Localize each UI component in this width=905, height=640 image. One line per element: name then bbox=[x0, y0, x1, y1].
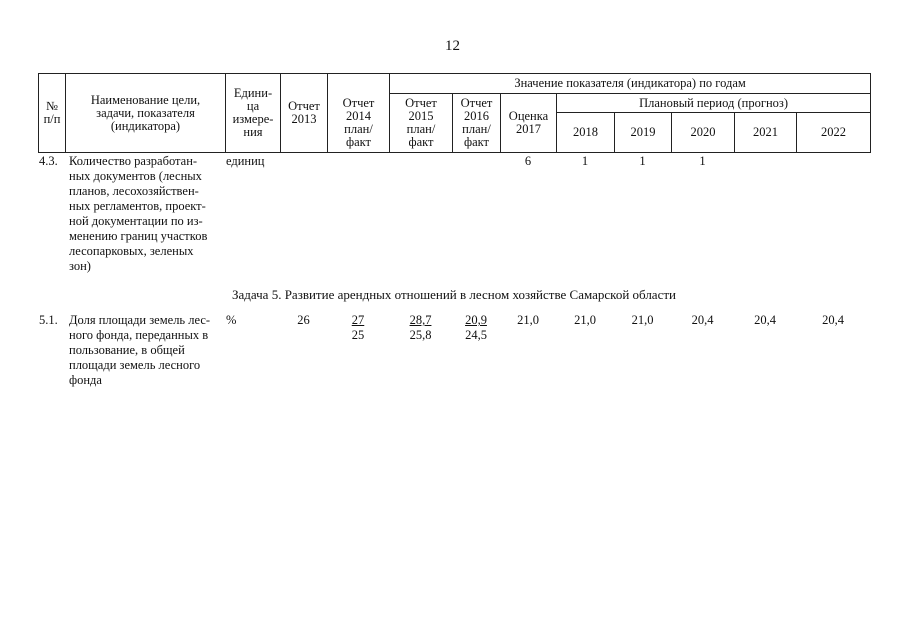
row-5-1-2016 bbox=[452, 313, 500, 388]
header-values-title: Значение показателя (индикатора) по годам bbox=[390, 74, 871, 94]
header-report-2014: Отчет 2014 план/ факт bbox=[328, 94, 390, 153]
header-blank bbox=[328, 74, 390, 94]
row-4-3-name: Количество разработан- ных документов (лесных планов, лесохозяйствен- ных регламентов, проект- ной документации по из- менению границ участков лесопарковых, зеленых зон) bbox=[69, 154, 208, 273]
header-estimate-2017: Оценка 2017 bbox=[501, 94, 557, 153]
row-5-1-2015 bbox=[389, 313, 452, 388]
row-5-1-num: 5.1. bbox=[39, 313, 58, 327]
header-year-2018: 2018 bbox=[557, 113, 615, 153]
row-5-1-2014-plan: 27 bbox=[351, 313, 365, 327]
header-name: Наименование цели, задачи, показателя (индикатора) bbox=[66, 74, 226, 153]
row-5-1-2016-fact: 24,5 bbox=[465, 328, 487, 342]
header-report-2016: Отчет 2016 план/ факт bbox=[453, 94, 501, 153]
row-5-1-2016-plan: 20,9 bbox=[465, 313, 487, 327]
row-4-3-2018: 1 bbox=[581, 154, 589, 168]
row-5-1-2019: 21,0 bbox=[631, 313, 654, 327]
row-5-1-2022: 20,4 bbox=[822, 313, 844, 327]
row-5-1-estimate-2017: 21,0 bbox=[517, 313, 539, 327]
row-5-1-unit: % bbox=[226, 313, 237, 327]
row-4-3-estimate-2017: 6 bbox=[524, 154, 532, 168]
header-year-2021: 2021 bbox=[735, 113, 797, 153]
row-5-1-2013: 26 bbox=[297, 313, 310, 327]
header-unit: Едини- ца измере- ния bbox=[226, 74, 281, 153]
row-5-1-2015-plan: 28,7 bbox=[409, 313, 432, 327]
row-5-1-name: Доля площади земель лес- ного фонда, переданных в пользование, в общей площади земель лесного фонда bbox=[69, 313, 211, 387]
indicators-table-header bbox=[38, 73, 871, 153]
row-4-3-2020: 1 bbox=[699, 154, 706, 168]
table-row bbox=[38, 154, 870, 274]
header-plan-period: Плановый период (прогноз) bbox=[557, 94, 871, 113]
task-5-heading: Задача 5. Развитие арендных отношений в лесном хозяйстве Самарской области bbox=[232, 287, 676, 302]
row-5-1-2018: 21,0 bbox=[574, 313, 596, 327]
header-year-2022: 2022 bbox=[797, 113, 871, 153]
row-5-1-2014-fact: 25 bbox=[351, 328, 365, 342]
header-report-2015: Отчет 2015 план/ факт bbox=[390, 94, 453, 153]
row-5-1-2021: 20,4 bbox=[754, 313, 776, 327]
table-row bbox=[38, 313, 870, 388]
header-year-2019: 2019 bbox=[615, 113, 672, 153]
row-4-3-unit: единиц bbox=[226, 154, 265, 168]
row-5-1-2014 bbox=[327, 313, 389, 388]
row-5-1-2015-fact: 25,8 bbox=[409, 328, 432, 342]
page-number: 12 bbox=[445, 38, 460, 54]
row-4-3-num: 4.3. bbox=[39, 154, 58, 168]
header-report-2013: Отчет 2013 bbox=[281, 74, 328, 153]
row-5-1-2020: 20,4 bbox=[691, 313, 714, 327]
header-year-2020: 2020 bbox=[672, 113, 735, 153]
row-4-3-2019: 1 bbox=[639, 154, 646, 168]
header-num: № п/п bbox=[39, 74, 66, 153]
